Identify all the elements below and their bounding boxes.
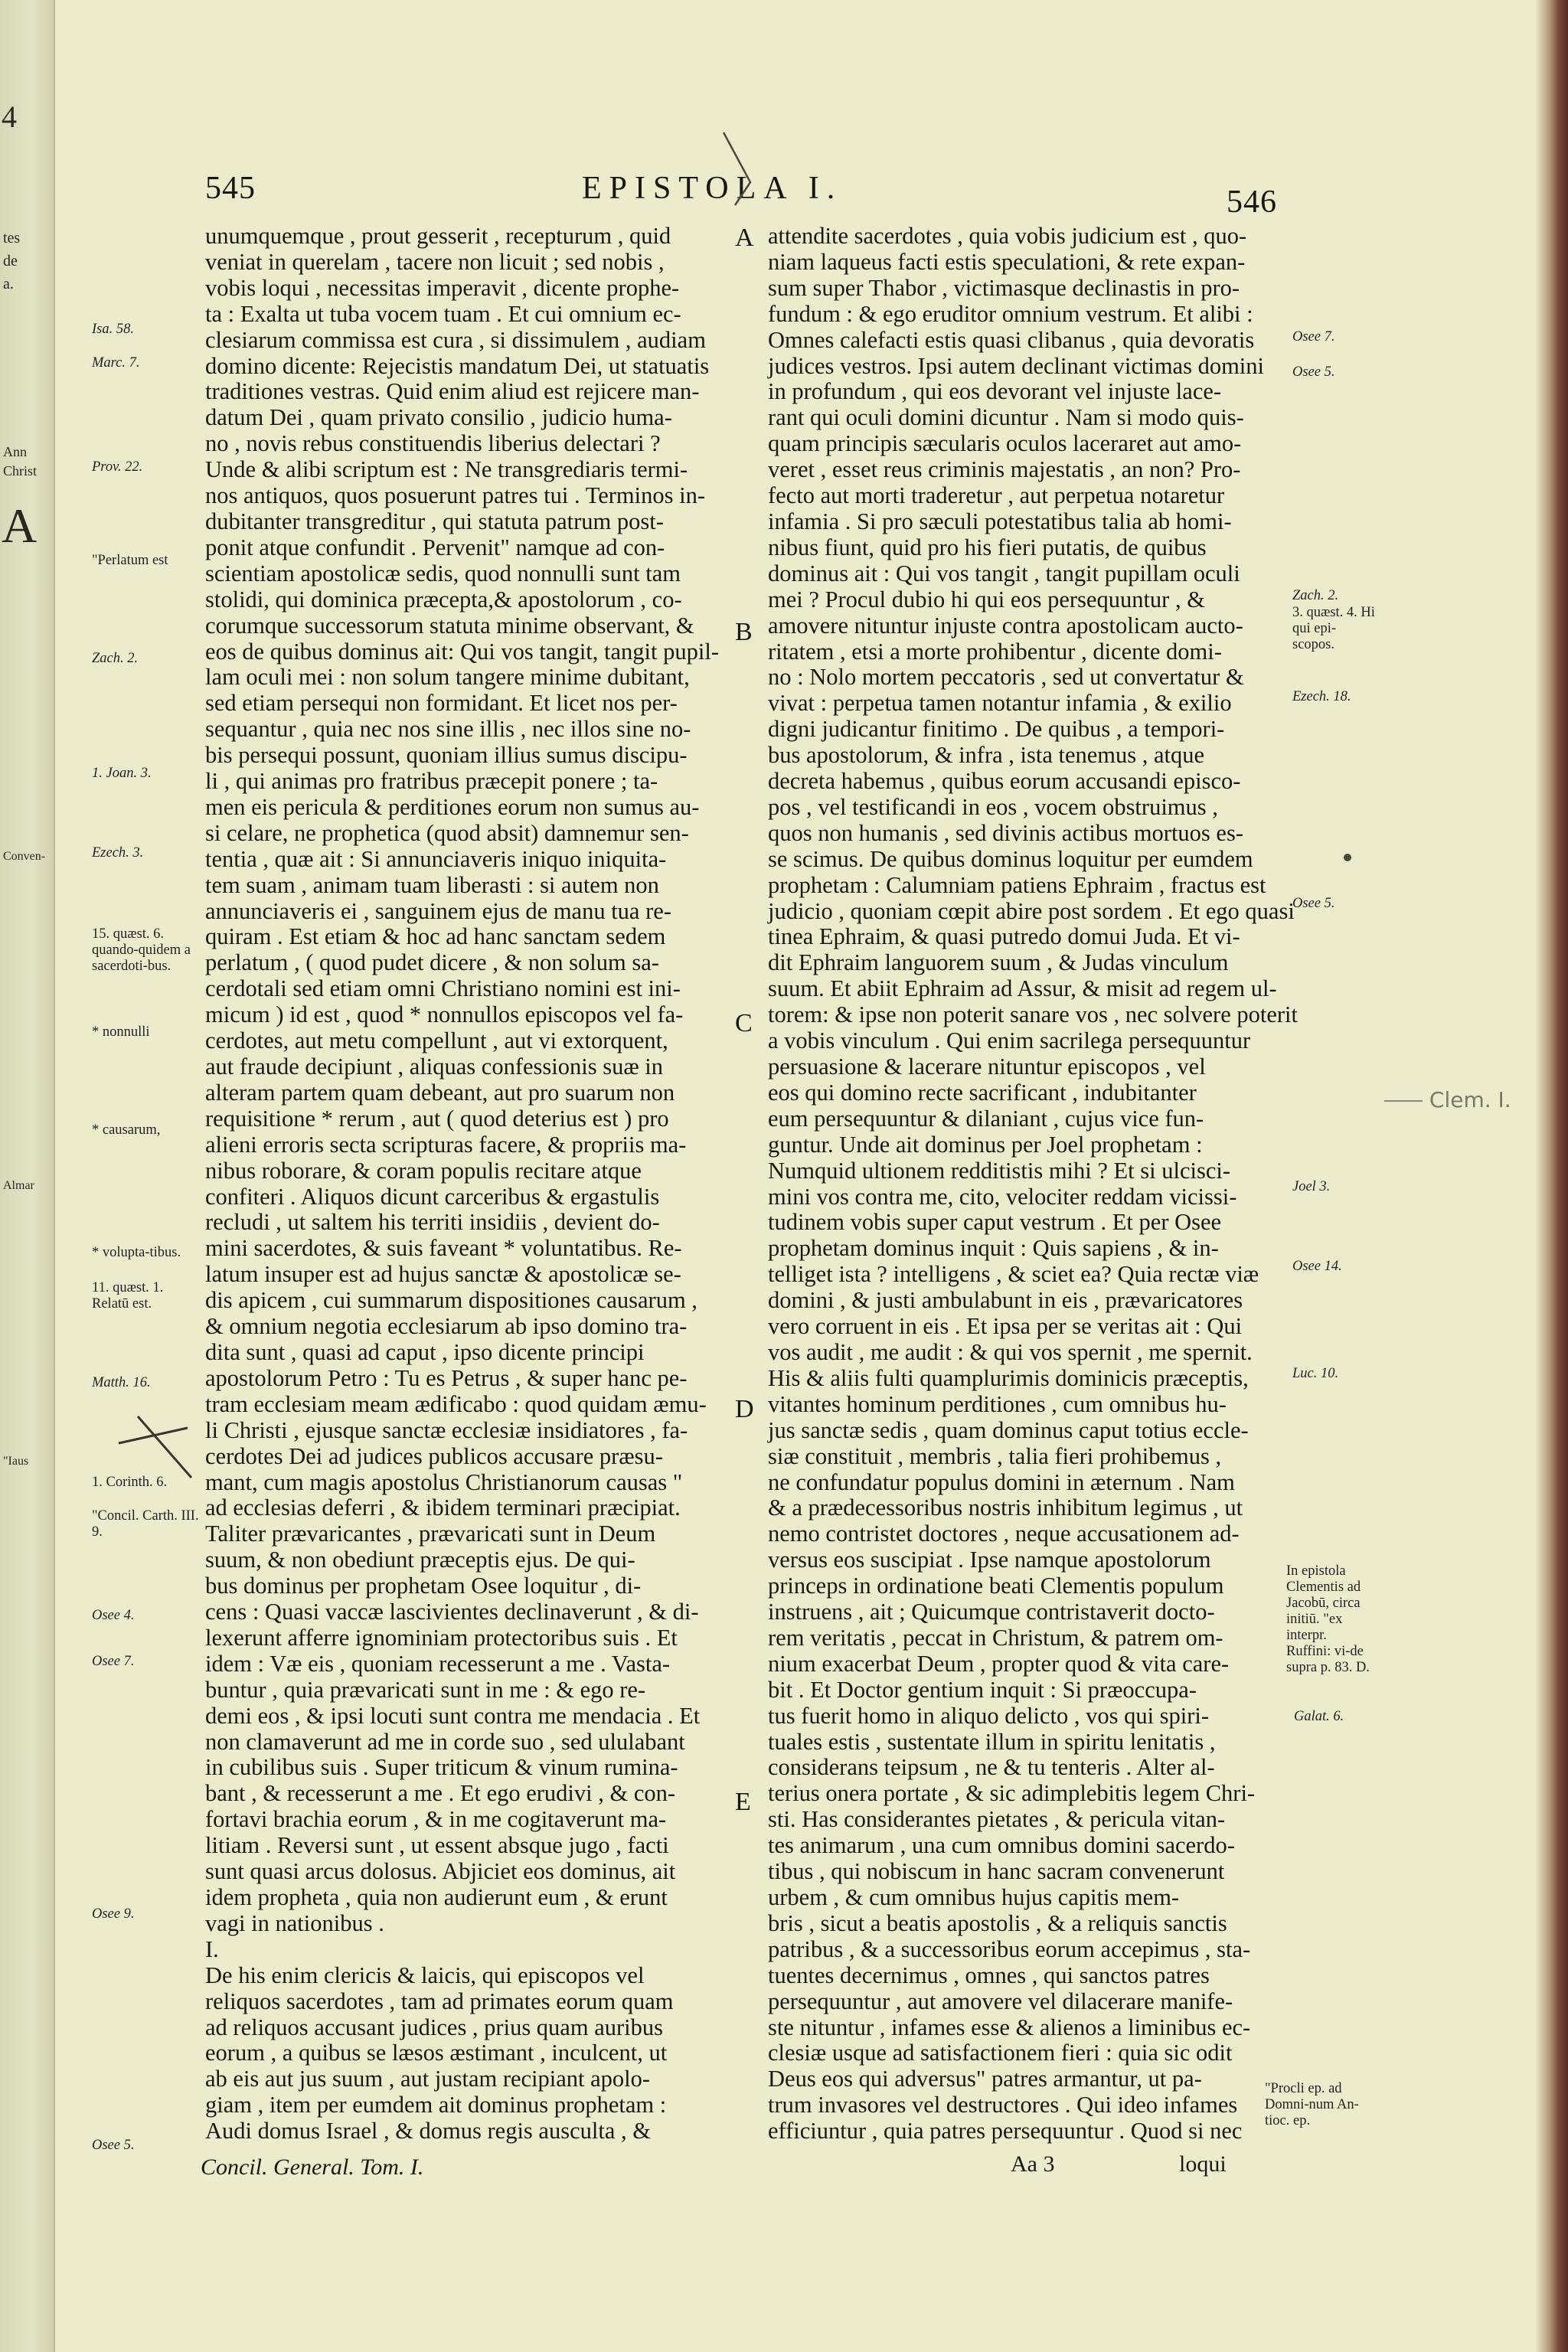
gutter-fragment: Christ xyxy=(3,463,38,479)
text-line: eum persequuntur & dilaniant , cujus vice fun- xyxy=(768,1105,1204,1132)
text-line: Deus eos qui adversus" patres armantur, ut pa- xyxy=(768,2066,1202,2092)
text-line: vobis loqui , necessitas imperavit , dicente prophe- xyxy=(205,274,680,301)
text-line: torem: & ipse non poterit sanare vos , nec solvere poterit xyxy=(768,1001,1298,1028)
text-line: cerdotes, aut metu compellunt , aut vi extorquent, xyxy=(205,1027,668,1054)
gutter-initial: A xyxy=(2,498,38,553)
gutter-fragment: Conven- xyxy=(3,850,46,863)
section-numeral: I. xyxy=(205,1936,219,1962)
margin-note: "Procli ep. ad Domni-num An-tioc. ep. xyxy=(1265,2081,1359,2128)
text-line: confiteri . Aliquos dicunt carceribus & ergastulis xyxy=(205,1183,660,1210)
margin-note: Zach. 2. xyxy=(92,651,139,666)
text-line: rem veritatis , peccat in Christum, & patrem om- xyxy=(768,1624,1223,1651)
text-line: latum insuper est ad hujus sanctæ & apostolicæ se- xyxy=(205,1261,681,1288)
text-line: veret , esset reus criminis majestatis , an non? Pro- xyxy=(768,456,1241,483)
margin-note: Luc. 10. xyxy=(1292,1366,1339,1381)
text-line: telliget ista ? intelligens , & sciet ea? Quia rectæ viæ xyxy=(768,1261,1259,1288)
hand-drawn-mark xyxy=(115,1401,199,1485)
text-line: dis apicem , cui summarum dispositiones causarum , xyxy=(205,1287,697,1314)
margin-note: Marc. 7. xyxy=(92,355,140,371)
text-line: in cubilibus suis . Super triticum & vinum rumina- xyxy=(205,1754,678,1781)
text-line: requisitione * rerum , aut ( quod deterius est ) pro xyxy=(205,1105,669,1132)
margin-note: Osee 7. xyxy=(92,1654,135,1669)
text-line: nos antiquos, quos posuerunt patres tui . Terminos in- xyxy=(205,482,705,509)
text-line: decreta habemus , quibus eorum accusandi episco- xyxy=(768,768,1241,795)
text-line: niam laqueus facti estis speculationi, & rete expan- xyxy=(768,248,1246,275)
text-line: nium exacerbat Deum , propter quod & vita care- xyxy=(768,1650,1230,1677)
text-line: in profundum , qui eos devorant vel injuste lace- xyxy=(768,378,1222,405)
text-line: instruens , ait ; Quicumque contristaverit docto- xyxy=(768,1599,1215,1625)
text-line: ad reliquos accusant judices , prius quam auribus xyxy=(205,2014,663,2040)
text-line: infamia . Si pro sæculi potestatibus talia ab homi- xyxy=(768,508,1232,534)
text-line: non clamaverunt ad me in corde suo , sed ululabant xyxy=(205,1728,685,1755)
text-line: apostolorum Petro : Tu es Petrus , & super hanc pe- xyxy=(205,1364,688,1391)
text-line: quiram . Est etiam & hoc ad hanc sanctam sedem xyxy=(205,923,666,950)
text-line: attendite sacerdotes , quia vobis judicium est , quo- xyxy=(768,223,1247,249)
footer-volume: Concil. General. Tom. I. xyxy=(201,2154,424,2180)
text-line: corumque successorum statuta minime observant, & xyxy=(205,612,694,639)
page-number-right: 546 xyxy=(1227,185,1277,220)
text-line: bis persequi possunt, quoniam illius sumus discipu- xyxy=(205,742,688,769)
text-line: vagi in nationibus . xyxy=(205,1909,384,1936)
margin-note: "Perlatum est xyxy=(92,553,168,568)
pencil-annotation-text: Clem. I. xyxy=(1429,1087,1511,1112)
text-line: ne confundatur populus domini in æternum . Nam xyxy=(768,1468,1235,1495)
text-line: sum super Thabor , victimasque declinastis in pro- xyxy=(768,274,1240,301)
text-line: men eis pericula & perditiones eorum non sumus au- xyxy=(205,793,700,820)
gutter-page-number: 4 xyxy=(2,100,17,134)
section-letter-a: A xyxy=(735,224,754,252)
margin-note: * causarum, xyxy=(92,1122,161,1138)
text-line: mini vos contra me, cito, velociter reddam vicissi- xyxy=(768,1183,1237,1210)
pencil-annotation xyxy=(1384,1087,1511,1112)
running-title: EPISTOLA I. xyxy=(582,171,843,206)
margin-note: Matth. 16. xyxy=(92,1375,151,1390)
text-line: persuasione & lacerare nituntur episcopos , vel xyxy=(768,1054,1206,1080)
text-line: idem : Væ eis , quoniam recesserunt a me . Vasta- xyxy=(205,1650,671,1677)
section-letter-d: D xyxy=(735,1395,754,1423)
text-line: Omnes calefacti estis quasi clibanus , quia devoratis xyxy=(768,326,1255,353)
margin-note: Osee 5. xyxy=(1292,364,1335,380)
text-line: mei ? Procul dubio hi qui eos persequuntur , & xyxy=(768,586,1205,612)
text-line: sed etiam persequi non formidant. Et licet nos per- xyxy=(205,690,678,717)
text-line: fecto aut morti traderetur , aut perpetua notaretur xyxy=(768,482,1225,509)
margin-note: Osee 4. xyxy=(92,1608,135,1623)
catchword: loqui xyxy=(1179,2151,1227,2177)
text-line: demi eos , & ipsi locuti sunt contra me mendacia . Et xyxy=(205,1702,701,1729)
text-line: sti. Has considerantes pietates , & pericula vitan- xyxy=(768,1806,1226,1833)
gutter-fragment: Ann xyxy=(3,444,27,459)
text-line: cens : Quasi vaccæ lascivientes declinaverunt , & di- xyxy=(205,1599,699,1625)
margin-note: Isa. 58. xyxy=(92,322,134,337)
hand-drawn-mark xyxy=(720,129,758,213)
text-line: li Christi , ejusque sanctæ ecclesiæ insidiatores , fa- xyxy=(205,1416,688,1443)
text-line: guntur. Unde ait dominus per Joel prophetam : xyxy=(768,1131,1203,1158)
text-line: efficiuntur , quia patres persequuntur . Quod si nec xyxy=(768,2118,1243,2145)
text-line: fundum : & ego eruditor omnium vestrum. Et alibi : xyxy=(768,300,1253,327)
text-line: tes animarum , una cum omnibus domini sacerdo- xyxy=(768,1832,1235,1859)
gutter-fragment: de xyxy=(3,253,18,270)
text-line: bris , sicut a beatis apostolis , & a reliquis sanctis xyxy=(768,1909,1227,1936)
text-line: versus eos suscipiat . Ipse namque apostolorum xyxy=(768,1547,1211,1573)
text-line: tuentes decernimus , omnes , qui sanctos patres xyxy=(768,1962,1210,1988)
text-line: suum. Et abiit Ephraim ad Assur, & misit ad regem ul- xyxy=(768,975,1277,1002)
margin-note: 1. Joan. 3. xyxy=(92,766,152,781)
text-line: bant , & recesserunt a me . Et ego erudivi , & con- xyxy=(205,1780,676,1807)
text-line: clesiarum commissa est cura , si dissimulem , audiam xyxy=(205,326,706,353)
text-line: tem suam , animam tuam liberasti : si autem non xyxy=(205,871,659,898)
text-line: micum ) id est , quod * nonnullos episcopos vel fa- xyxy=(205,1001,684,1028)
margin-note: * volupta-tibus. xyxy=(92,1245,181,1260)
text-line: idem propheta , quia non audierunt eum , & erunt xyxy=(205,1884,668,1910)
section-letter-e: E xyxy=(735,1788,751,1816)
text-line: jus sanctæ sedis , quam dominus caput totius eccle- xyxy=(768,1416,1249,1443)
text-line: pos , vel testificandi in eos , vocem obstruimus , xyxy=(768,793,1218,820)
margin-note: Zach. 2. xyxy=(1292,588,1339,603)
margin-note: Prov. 22. xyxy=(92,459,143,475)
text-line: eorum , a quibus se læsos æstimant , inculcent, ut xyxy=(205,2040,668,2066)
text-line: annunciaveris ei , sanguinem ejus de manu tua re- xyxy=(205,897,671,924)
text-line: quam principis sæcularis oculos laceraret aut amo- xyxy=(768,430,1242,457)
text-line: suum, & non obediunt præceptis ejus. De qui- xyxy=(205,1547,635,1573)
text-line: vitantes hominum perditiones , cum omnibus hu- xyxy=(768,1390,1227,1417)
text-line: tram ecclesiam meam ædificabo : quod quidam æmu- xyxy=(205,1390,707,1417)
text-line: domini , & justi ambulabunt in eis , prævaricatores xyxy=(768,1287,1243,1314)
text-line: nibus roborare, & coram populis recitare atque xyxy=(205,1157,642,1184)
text-line: ste nituntur , infames esse & alienos a liminibus ec- xyxy=(768,2014,1251,2040)
text-line: mini sacerdotes, & suis faveant * voluntatibus. Re- xyxy=(205,1235,682,1262)
text-line: judicio , quoniam cœpit abire post sordem . Et ego quasi xyxy=(768,897,1295,924)
text-line: mant, cum magis apostolus Christianorum causas " xyxy=(205,1468,683,1495)
section-letter-b: B xyxy=(735,618,753,646)
gutter-fragment: tes xyxy=(3,230,21,247)
text-line: & omnium negotia ecclesiarum ab ipso domino tra- xyxy=(205,1313,688,1340)
margin-note: * nonnulli xyxy=(92,1024,150,1040)
text-line: fortavi brachia eorum , & in me cogitaverunt ma- xyxy=(205,1806,667,1833)
text-line: ad ecclesias deferri , & ibidem terminari præcipiat. xyxy=(205,1494,681,1521)
text-line: a vobis vinculum . Qui enim sacrilega persequuntur xyxy=(768,1027,1251,1054)
text-line: Numquid ultionem redditistis mihi ? Et si ulcisci- xyxy=(768,1157,1231,1184)
margin-note: Galat. 6. xyxy=(1294,1709,1344,1724)
text-line: alieni erroris secta scripturas facere, & propriis ma- xyxy=(205,1131,687,1158)
text-line: dubitanter transgreditur , qui statuta patrum post- xyxy=(205,508,664,534)
text-line: patribus , & a successoribus eorum accepimus , sta- xyxy=(768,1936,1251,1962)
margin-note: 11. quæst. 1. Relatū est. xyxy=(92,1280,164,1312)
text-line: judices vestros. Ipsi autem declinant victimas domini xyxy=(768,352,1264,379)
text-line: His & aliis fulti quamplurimis dominicis præceptis, xyxy=(768,1364,1249,1391)
text-line: perlatum , ( quod pudet dicere , & non solum sa- xyxy=(205,949,659,976)
text-line: prophetam dominus inquit : Quis sapiens , & in- xyxy=(768,1235,1219,1262)
margin-note: Osee 5. xyxy=(92,2138,135,2153)
text-line: amovere nituntur injuste contra apostolicam aucto- xyxy=(768,612,1243,639)
text-line: siæ constituit , membris , talia fieri prohibemus , xyxy=(768,1442,1222,1469)
text-line: domino dicente: Rejecistis mandatum Dei, ut statuatis xyxy=(205,352,710,379)
text-line: veniat in querelam , tacere non licuit ; sed nobis , xyxy=(205,248,665,275)
right-text-column xyxy=(768,223,1298,2145)
text-line: vivat : perpetua tamen notantur infamia , & exilio xyxy=(768,690,1232,717)
signature-mark: Aa 3 xyxy=(1011,2151,1055,2177)
book-binding-edge xyxy=(1536,0,1568,2352)
text-line: tibus , qui nobiscum in hanc sacram convenerunt xyxy=(768,1858,1225,1885)
text-line: prophetam : Calumniam patiens Ephraim , fractus est xyxy=(768,871,1266,898)
text-line: terius onera portate , & sic adimplebitis legem Chri- xyxy=(768,1780,1256,1807)
text-line: urbem , & cum omnibus hujus capitis mem- xyxy=(768,1884,1180,1910)
text-line: sunt quasi arcus dolosus. Abjiciet eos dominus, ait xyxy=(205,1858,676,1885)
text-line: tudinem vobis super caput vestrum . Et per Osee xyxy=(768,1209,1222,1236)
text-line: clesiæ usque ad satisfactionem fieri : quia sic odit xyxy=(768,2040,1233,2066)
margin-note: Ezech. 3. xyxy=(92,845,144,861)
text-line: & a prædecessoribus nostris inhibitum legimus , ut xyxy=(768,1494,1243,1521)
text-line: nibus fiunt, quid pro his fieri putatis, de quibus xyxy=(768,534,1207,560)
margin-note: Osee 9. xyxy=(92,1906,135,1922)
text-line: ritatem , etsi a morte prohibentur , dicente domi- xyxy=(768,638,1222,665)
text-line: li , qui animas pro fratribus præcepit ponere ; ta- xyxy=(205,768,658,795)
margin-note: "Concil. Carth. III. 9. xyxy=(92,1508,199,1540)
text-line: cerdotes Dei ad judices publicos accusare præsu- xyxy=(205,1442,663,1469)
text-line: bit . Et Doctor gentium inquit : Si præoccupa- xyxy=(768,1676,1197,1703)
text-line: tentia , quæ ait : Si annunciaveris iniquo iniquita- xyxy=(205,845,667,872)
text-line: Audi domus Israel , & domus regis ausculta , & xyxy=(205,2118,651,2145)
text-line: ponit atque confundit . Pervenit" namque ad con- xyxy=(205,534,665,560)
text-line: lam oculi mei : non solum tangere minime dubitant, xyxy=(205,664,690,691)
gutter-fragment: Almar xyxy=(3,1179,34,1192)
text-line: trum invasores vel destructores . Qui ideo infames xyxy=(768,2092,1238,2118)
text-line: tinea Ephraim, & quasi putredo domui Juda. Et vi- xyxy=(768,923,1240,950)
text-line: giam , item per eumdem ait dominus prophetam : xyxy=(205,2092,667,2118)
text-line: se scimus. De quibus dominus loquitur per eumdem xyxy=(768,845,1253,872)
text-line: bus apostolorum, & infra , ista tenemus , atque xyxy=(768,742,1205,769)
text-line: rant qui oculi domini dicuntur . Nam si modo quis- xyxy=(768,404,1244,431)
text-line: recludi , ut saltem his territi insidiis , devient do- xyxy=(205,1209,660,1236)
margin-note: In epistola Clementis ad Jacobū, circa initiū. "ex interpr. Ruffini: vi-de supra p. 83. D. xyxy=(1286,1563,1370,1675)
text-line: aut fraude decipiunt , aliquas confessionis suæ in xyxy=(205,1054,664,1080)
text-line: dita sunt , quasi ad caput , ipso dicente principi xyxy=(205,1338,645,1365)
margin-note: 3. quæst. 4. Hi qui epi-scopos. xyxy=(1292,605,1375,652)
text-line: dit Ephraim languorem suum , & Judas vinculum xyxy=(768,949,1229,976)
text-line: tus fuerit homo in aliquo delicto , vos qui spiri- xyxy=(768,1702,1210,1729)
margin-note: Osee 7. xyxy=(1292,329,1335,345)
text-line: ta : Exalta ut tuba vocem tuam . Et cui omnium ec- xyxy=(205,300,681,327)
text-line: Unde & alibi scriptum est : Ne transgrediaris termi- xyxy=(205,456,688,483)
margin-note: Ezech. 18. xyxy=(1292,689,1351,704)
text-line: quos non humanis , sed divinis actibus mortuos es- xyxy=(768,819,1243,846)
text-line: si celare, ne prophetica (quod absit) damnemur sen- xyxy=(205,819,689,846)
text-line: traditiones vestras. Quid enim aliud est rejicere man- xyxy=(205,378,700,405)
text-line: persequuntur , aut amovere vel dilacerare manife- xyxy=(768,1988,1233,2014)
text-line: sequantur , quia nec nos sine illis , nec illos sine no- xyxy=(205,716,691,743)
text-line: eos de quibus dominus ait: Qui vos tangit, tangit pupil- xyxy=(205,638,719,665)
text-line: stolidi, qui dominica præcepta,& apostolorum , co- xyxy=(205,586,682,612)
margin-note: Osee 14. xyxy=(1292,1259,1342,1274)
binding-gutter xyxy=(0,0,55,2352)
margin-note: 15. quæst. 6. quando-quidem a sacerdoti-bus. xyxy=(92,926,191,974)
text-line: unumquemque , prout gesserit , recepturum , quid xyxy=(205,223,671,249)
gutter-fragment: a. xyxy=(3,276,14,292)
text-line: no : Nolo mortem peccatoris , sed ut convertatur & xyxy=(768,664,1244,691)
ink-dot xyxy=(1336,846,1359,869)
text-line: dominus ait : Qui vos tangit , tangit pupillam oculi xyxy=(768,560,1240,586)
text-line: buntur , quia prævaricati sunt in me : & ego re- xyxy=(205,1676,646,1703)
text-line: reliquos sacerdotes , tam ad primates eorum quam xyxy=(205,1988,674,2014)
text-line: vero corruent in eis . Et ipsa per se veritas ait : Qui xyxy=(768,1313,1243,1340)
text-line: eos qui domino recte sacrificant , indubitanter xyxy=(768,1079,1197,1106)
text-line: cerdotali sed etiam omni Christiano nomini est ini- xyxy=(205,975,681,1002)
text-line: lexerunt afferre ignominiam protectoribus suis . Et xyxy=(205,1624,678,1651)
text-line: vos audit , me audit : & qui vos spernit , me spernit. xyxy=(768,1338,1253,1365)
text-line: digni judicantur finitimo . De quibus , a tempori- xyxy=(768,716,1225,743)
gutter-fragment: "Iaus xyxy=(3,1455,29,1468)
text-line: nemo contristet doctores , neque accusationem ad- xyxy=(768,1521,1240,1547)
margin-note: 1. Corinth. 6. xyxy=(92,1475,168,1490)
text-line: princeps in ordinatione beati Clementis populum xyxy=(768,1573,1224,1599)
margin-note: Joel 3. xyxy=(1292,1179,1331,1194)
text-line: considerans teipsum , ne & tu tenteris . Alter al- xyxy=(768,1754,1215,1781)
text-line: scientiam apostolicæ sedis, quod nonnulli sunt tam xyxy=(205,560,681,586)
text-line: alteram partem quam debeant, aut pro suarum non xyxy=(205,1079,675,1106)
left-text-column xyxy=(205,224,723,2145)
section-letter-c: C xyxy=(735,1009,753,1037)
text-line: Taliter prævaricantes , prævaricati sunt in Deum xyxy=(205,1521,656,1547)
text-line: no , novis rebus constituendis liberius delectari ? xyxy=(205,430,661,457)
margin-note: Osee 5. xyxy=(1292,896,1335,911)
text-line: tuales estis , sustentate illum in spiritu lenitatis , xyxy=(768,1728,1216,1755)
text-line: litiam . Reversi sunt , ut essent absque jugo , facti xyxy=(205,1832,669,1859)
page-number-left: 545 xyxy=(205,171,256,206)
text-line: ab eis aut jus suum , aut justam recipiant apolo- xyxy=(205,2066,651,2092)
text-line: De his enim clericis & laicis, qui episcopos vel xyxy=(205,1962,645,1988)
text-line: bus dominus per prophetam Osee loquitur , di- xyxy=(205,1573,642,1599)
text-line: datum Dei , quam privato consilio , judicio huma- xyxy=(205,404,672,431)
